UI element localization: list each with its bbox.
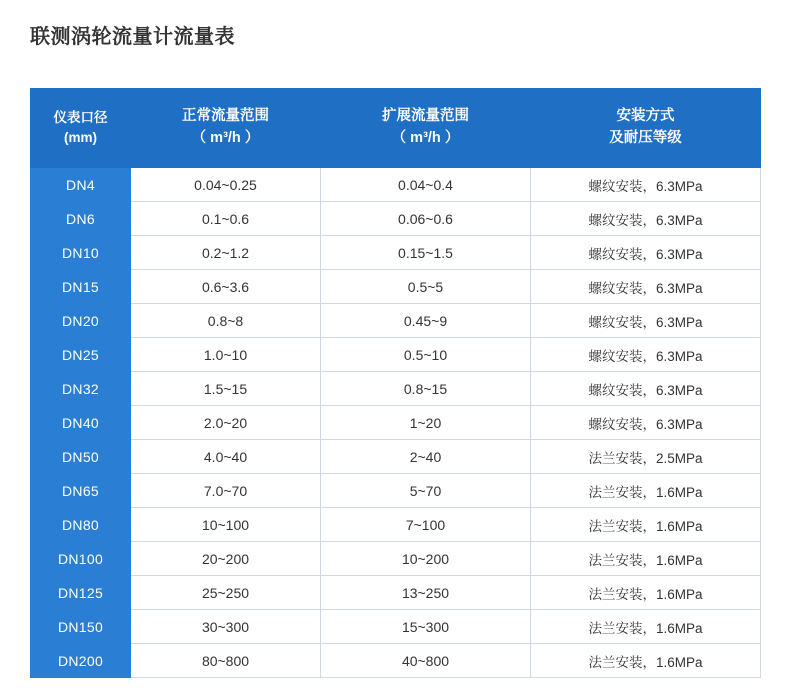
column-header-extended-range [321,89,531,168]
table-row [31,236,761,270]
cell-installation: 螺纹安装，6.3MPa [531,304,761,338]
cell-diameter: DN25 [31,338,131,372]
cell-extended-range: 40~800 [321,644,531,678]
page-title: 联测涡轮流量计流量表 [30,26,235,48]
cell-installation: 法兰安装，1.6MPa [531,474,761,508]
cell-installation: 法兰安装，1.6MPa [531,644,761,678]
cell-normal-range: 4.0~40 [131,440,321,474]
cell-normal-range: 0.04~0.25 [131,168,321,202]
cell-installation: 法兰安装，1.6MPa [531,542,761,576]
table-row [31,644,761,678]
cell-normal-range: 1.0~10 [131,338,321,372]
cell-installation: 法兰安装，1.6MPa [531,508,761,542]
column-header-extended-range-line2: （ m³/h ） [391,130,460,146]
table-row [31,440,761,474]
cell-diameter: DN4 [31,168,131,202]
cell-diameter: DN150 [31,610,131,644]
cell-normal-range: 1.5~15 [131,372,321,406]
cell-normal-range: 0.8~8 [131,304,321,338]
table-row [31,202,761,236]
cell-extended-range: 0.04~0.4 [321,168,531,202]
cell-normal-range: 0.6~3.6 [131,270,321,304]
cell-extended-range: 7~100 [321,508,531,542]
cell-normal-range: 0.1~0.6 [131,202,321,236]
cell-diameter: DN32 [31,372,131,406]
cell-extended-range: 0.5~10 [321,338,531,372]
column-header-normal-range [131,89,321,168]
cell-installation: 法兰安装，2.5MPa [531,440,761,474]
cell-installation: 螺纹安装，6.3MPa [531,372,761,406]
table-row [31,304,761,338]
cell-installation: 法兰安装，1.6MPa [531,610,761,644]
cell-normal-range: 30~300 [131,610,321,644]
cell-installation: 法兰安装，1.6MPa [531,576,761,610]
table-row [31,508,761,542]
cell-installation: 螺纹安装，6.3MPa [531,338,761,372]
cell-installation: 螺纹安装，6.3MPa [531,236,761,270]
cell-extended-range: 1~20 [321,406,531,440]
spec-table-wrapper [30,88,760,678]
column-header-diameter-line1: 仪表口径 [53,109,108,125]
cell-extended-range: 13~250 [321,576,531,610]
cell-installation: 螺纹安装，6.3MPa [531,168,761,202]
table-row [31,338,761,372]
cell-diameter: DN6 [31,202,131,236]
table-header [31,89,761,168]
column-header-installation [531,89,761,168]
cell-normal-range: 2.0~20 [131,406,321,440]
cell-extended-range: 0.06~0.6 [321,202,531,236]
cell-extended-range: 0.15~1.5 [321,236,531,270]
cell-extended-range: 0.5~5 [321,270,531,304]
cell-diameter: DN10 [31,236,131,270]
cell-normal-range: 20~200 [131,542,321,576]
cell-extended-range: 5~70 [321,474,531,508]
table-row [31,270,761,304]
column-header-diameter-line2: (mm) [64,130,97,145]
cell-extended-range: 15~300 [321,610,531,644]
table-body [31,168,761,678]
cell-normal-range: 25~250 [131,576,321,610]
cell-extended-range: 10~200 [321,542,531,576]
cell-diameter: DN100 [31,542,131,576]
cell-normal-range: 80~800 [131,644,321,678]
cell-installation: 螺纹安装，6.3MPa [531,202,761,236]
cell-installation: 螺纹安装，6.3MPa [531,406,761,440]
table-row [31,610,761,644]
cell-normal-range: 10~100 [131,508,321,542]
cell-diameter: DN40 [31,406,131,440]
table-row [31,542,761,576]
column-header-extended-range-line1: 扩展流量范围 [382,108,469,125]
cell-extended-range: 2~40 [321,440,531,474]
cell-diameter: DN200 [31,644,131,678]
cell-diameter: DN125 [31,576,131,610]
cell-diameter: DN80 [31,508,131,542]
cell-diameter: DN50 [31,440,131,474]
table-row [31,474,761,508]
table-row [31,406,761,440]
table-row [31,168,761,202]
cell-extended-range: 0.8~15 [321,372,531,406]
cell-normal-range: 0.2~1.2 [131,236,321,270]
column-header-normal-range-line1: 正常流量范围 [182,108,269,125]
cell-installation: 螺纹安装，6.3MPa [531,270,761,304]
cell-diameter: DN65 [31,474,131,508]
table-row [31,576,761,610]
flow-range-table [30,88,761,678]
cell-extended-range: 0.45~9 [321,304,531,338]
column-header-installation-line1: 安装方式 [616,108,675,125]
table-row [31,372,761,406]
cell-normal-range: 7.0~70 [131,474,321,508]
table-header-row [31,89,761,168]
column-header-diameter [31,89,131,168]
column-header-installation-line2: 及耐压等级 [609,130,682,146]
cell-diameter: DN20 [31,304,131,338]
cell-diameter: DN15 [31,270,131,304]
column-header-normal-range-line2: （ m³/h ） [191,130,260,146]
